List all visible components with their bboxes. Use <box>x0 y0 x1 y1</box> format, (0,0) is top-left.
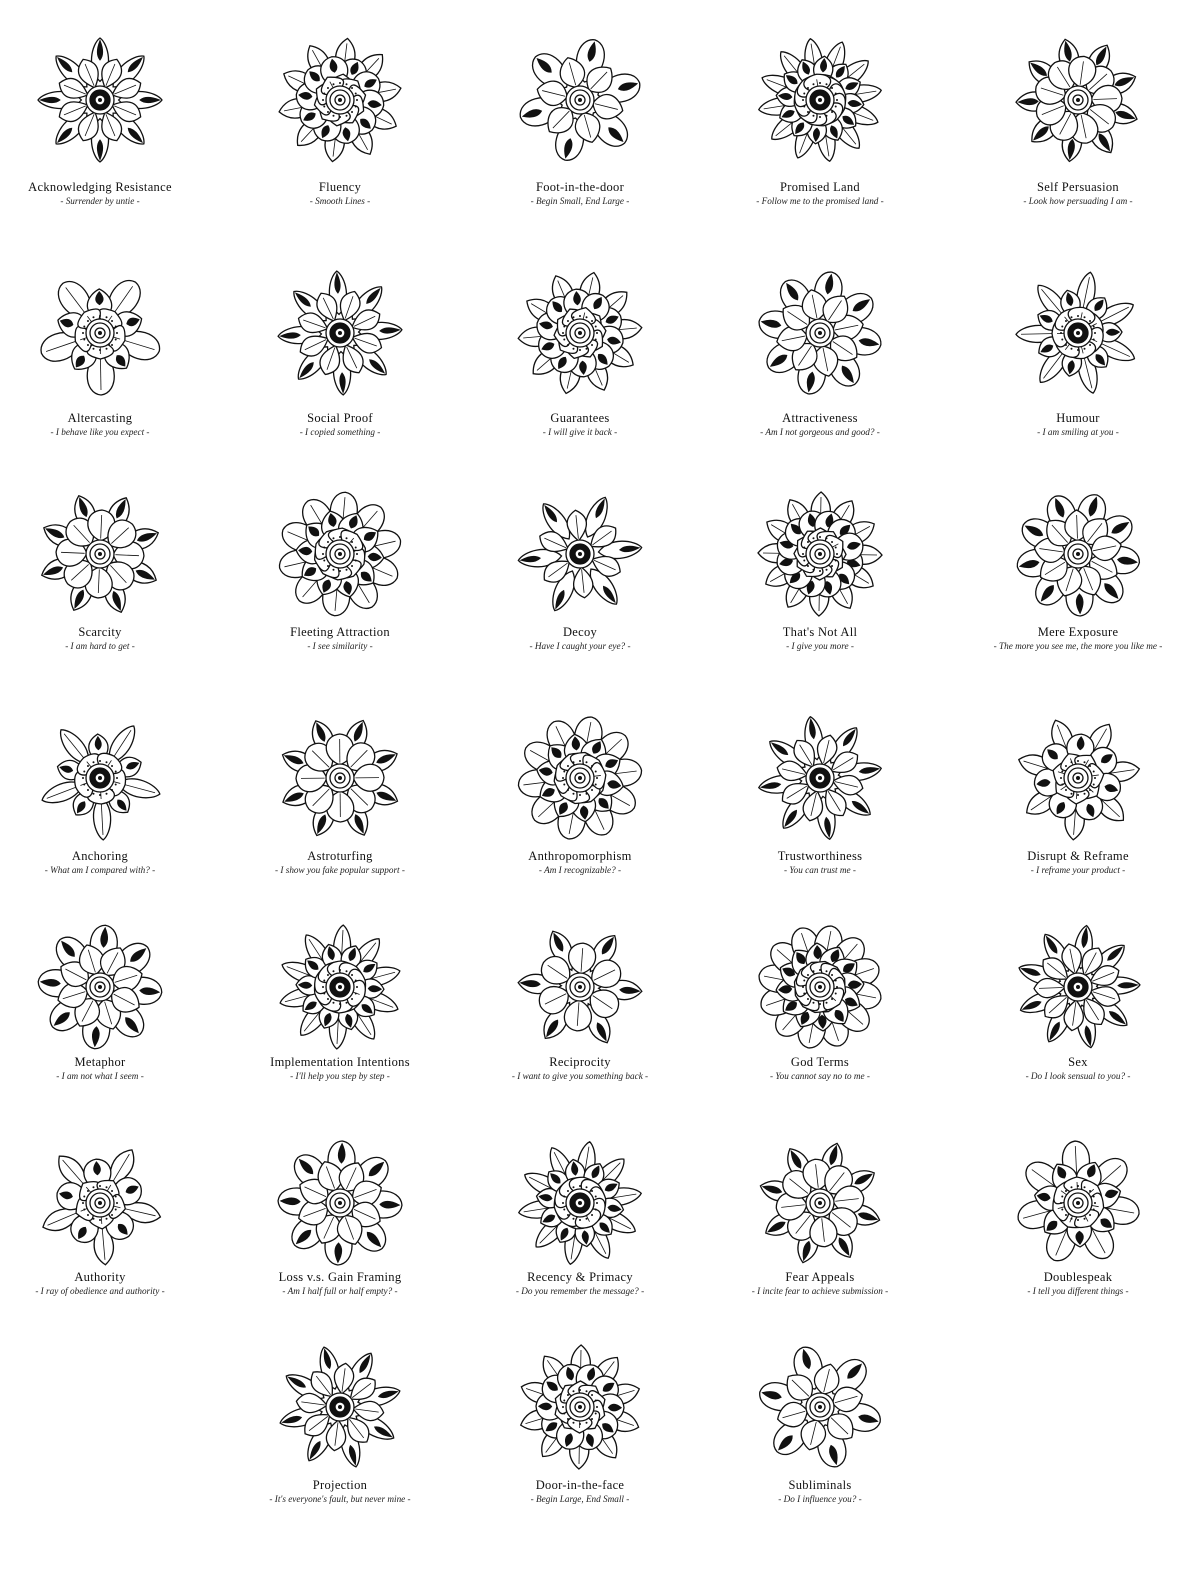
flower-subtitle: - Surrender by untie - <box>60 196 140 206</box>
flower-illustration <box>270 708 410 848</box>
flower-title: Humour <box>1056 411 1100 425</box>
flower-title: Fleeting Attraction <box>290 625 390 639</box>
flower-card-authority <box>0 1133 220 1353</box>
flower-card-self-persuasion <box>958 30 1198 250</box>
flower-illustration <box>270 30 410 170</box>
flower-card-loss-v-s-gain-framing <box>220 1133 460 1353</box>
flower-card-that-s-not-all <box>700 484 940 704</box>
flower-illustration <box>510 484 650 624</box>
flower-illustration <box>750 263 890 403</box>
flower-illustration <box>30 917 170 1057</box>
flower-illustration <box>270 263 410 403</box>
flower-subtitle: - I behave like you expect - <box>50 427 150 437</box>
flower-subtitle: - You can trust me - <box>784 865 856 875</box>
flower-title: Metaphor <box>74 1055 126 1069</box>
flower-illustration <box>750 30 890 170</box>
flower-illustration <box>510 1337 650 1477</box>
flower-card-doublespeak <box>958 1133 1198 1353</box>
flower-illustration <box>30 263 170 403</box>
flower-title: Altercasting <box>67 411 133 425</box>
flower-subtitle: - I am smiling at you - <box>1037 427 1119 437</box>
flower-illustration <box>30 30 170 170</box>
flower-illustration <box>1008 708 1148 848</box>
flower-card-fear-appeals <box>700 1133 940 1353</box>
flower-title: Doublespeak <box>1043 1270 1113 1284</box>
flower-subtitle: - Am I recognizable? - <box>538 865 622 875</box>
flower-illustration <box>270 484 410 624</box>
flower-title: Projection <box>312 1478 368 1492</box>
flower-subtitle: - I am not what I seem - <box>56 1071 144 1081</box>
flower-title: Implementation Intentions <box>270 1055 410 1069</box>
flower-card-trustworthiness <box>700 708 940 928</box>
flower-subtitle: - It's everyone's fault, but never mine - <box>269 1494 411 1504</box>
flower-illustration <box>270 1133 410 1273</box>
flower-card-astroturfing <box>220 708 460 928</box>
flower-card-scarcity <box>0 484 220 704</box>
flower-illustration <box>1008 263 1148 403</box>
flower-title: Social Proof <box>307 411 373 425</box>
flower-subtitle: - I give you more - <box>786 641 854 651</box>
flower-card-anthropomorphism <box>460 708 700 928</box>
flower-subtitle: - Have I caught your eye? - <box>529 641 631 651</box>
flower-illustration <box>510 708 650 848</box>
flower-illustration <box>750 917 890 1057</box>
flower-title: Fluency <box>318 180 362 194</box>
flower-illustration <box>270 917 410 1057</box>
flower-subtitle: - Am I not gorgeous and good? - <box>760 427 880 437</box>
flower-illustration <box>510 263 650 403</box>
flower-card-fleeting-attraction <box>220 484 460 704</box>
flower-illustration <box>1008 484 1148 624</box>
flower-illustration <box>1008 30 1148 170</box>
flower-card-humour <box>958 263 1198 483</box>
flower-subtitle: - Am I half full or half empty? - <box>282 1286 398 1296</box>
flower-subtitle: - Look how persuading I am - <box>1023 196 1133 206</box>
flower-subtitle: - Follow me to the promised land - <box>756 196 884 206</box>
flower-illustration <box>750 1337 890 1477</box>
flower-title: Door-in-the-face <box>535 1478 625 1492</box>
flower-card-metaphor <box>0 917 220 1137</box>
flower-subtitle: - Do you remember the message? - <box>515 1286 645 1296</box>
flower-title: Reciprocity <box>549 1055 611 1069</box>
flower-illustration <box>750 708 890 848</box>
flower-title: Scarcity <box>78 625 122 639</box>
flower-card-social-proof <box>220 263 460 483</box>
flower-card-reciprocity <box>460 917 700 1137</box>
flower-illustration <box>510 1133 650 1273</box>
flower-illustration <box>510 30 650 170</box>
flower-subtitle: - I see similarity - <box>307 641 373 651</box>
flower-subtitle: - I tell you different things - <box>1027 1286 1129 1296</box>
flower-title: Anchoring <box>71 849 129 863</box>
flower-title: Attractiveness <box>782 411 858 425</box>
flower-subtitle: - The more you see me, the more you like me - <box>993 641 1163 651</box>
flower-subtitle: - I copied something - <box>299 427 381 437</box>
flower-card-decoy <box>460 484 700 704</box>
flower-title: Decoy <box>562 625 598 639</box>
flower-title: Guarantees <box>550 411 610 425</box>
flower-illustration <box>1008 917 1148 1057</box>
flower-subtitle: - You cannot say no to me - <box>770 1071 870 1081</box>
flower-illustration <box>30 484 170 624</box>
flower-title: Loss v.s. Gain Framing <box>278 1270 402 1284</box>
flower-subtitle: - I reframe your product - <box>1030 865 1126 875</box>
flower-title: Promised Land <box>780 180 860 194</box>
flower-card-projection <box>220 1337 460 1557</box>
flower-illustration <box>30 708 170 848</box>
flower-subtitle: - I ray of obedience and authority - <box>35 1286 165 1296</box>
flower-card-subliminals <box>700 1337 940 1557</box>
flower-title: Foot-in-the-door <box>535 180 625 194</box>
flower-card-guarantees <box>460 263 700 483</box>
flower-card-recency-primacy <box>460 1133 700 1353</box>
flower-subtitle: - I show you fake popular support - <box>275 865 405 875</box>
flower-subtitle: - Begin Large, End Small - <box>530 1494 630 1504</box>
flower-subtitle: - Smooth Lines - <box>309 196 371 206</box>
flower-title: Acknowledging Resistance <box>28 180 172 194</box>
flower-title: Self Persuasion <box>1037 180 1119 194</box>
flower-subtitle: - Do I look sensual to you? - <box>1025 1071 1131 1081</box>
flower-illustration <box>1008 1133 1148 1273</box>
flower-card-anchoring <box>0 708 220 928</box>
flower-subtitle: - Begin Small, End Large - <box>530 196 630 206</box>
flower-title: Disrupt & Reframe <box>1027 849 1129 863</box>
flower-title: That's Not All <box>782 625 858 639</box>
flower-illustration <box>750 484 890 624</box>
flower-card-implementation-intentions <box>220 917 460 1137</box>
flower-illustration <box>510 917 650 1057</box>
flower-illustration <box>750 1133 890 1273</box>
flower-card-promised-land <box>700 30 940 250</box>
flower-title: Anthropomorphism <box>528 849 632 863</box>
flower-subtitle: - Do I influence you? - <box>778 1494 862 1504</box>
flower-subtitle: - I am hard to get - <box>65 641 135 651</box>
flower-title: Mere Exposure <box>1037 625 1119 639</box>
flower-illustration <box>270 1337 410 1477</box>
flower-subtitle: - I'll help you step by step - <box>290 1071 390 1081</box>
flower-subtitle: - I want to give you something back - <box>511 1071 649 1081</box>
flower-card-door-in-the-face <box>460 1337 700 1557</box>
flower-title: Trustworthiness <box>777 849 863 863</box>
flower-title: Fear Appeals <box>785 1270 855 1284</box>
flower-title: Astroturfing <box>307 849 373 863</box>
flower-title: God Terms <box>790 1055 850 1069</box>
flower-title: Subliminals <box>788 1478 852 1492</box>
flower-card-sex <box>958 917 1198 1137</box>
flower-card-acknowledging-resistance <box>0 30 220 250</box>
flower-illustration <box>30 1133 170 1273</box>
flower-title: Recency & Primacy <box>527 1270 633 1284</box>
flower-card-fluency <box>220 30 460 250</box>
flower-subtitle: - What am I compared with? - <box>44 865 156 875</box>
flower-card-mere-exposure <box>958 484 1198 704</box>
flower-subtitle: - I will give it back - <box>542 427 618 437</box>
flower-card-god-terms <box>700 917 940 1137</box>
flower-card-attractiveness <box>700 263 940 483</box>
flower-card-altercasting <box>0 263 220 483</box>
flower-card-foot-in-the-door <box>460 30 700 250</box>
flower-card-disrupt-reframe <box>958 708 1198 928</box>
flower-title: Authority <box>74 1270 126 1284</box>
flower-title: Sex <box>1068 1055 1088 1069</box>
flower-subtitle: - I incite fear to achieve submission - <box>751 1286 889 1296</box>
